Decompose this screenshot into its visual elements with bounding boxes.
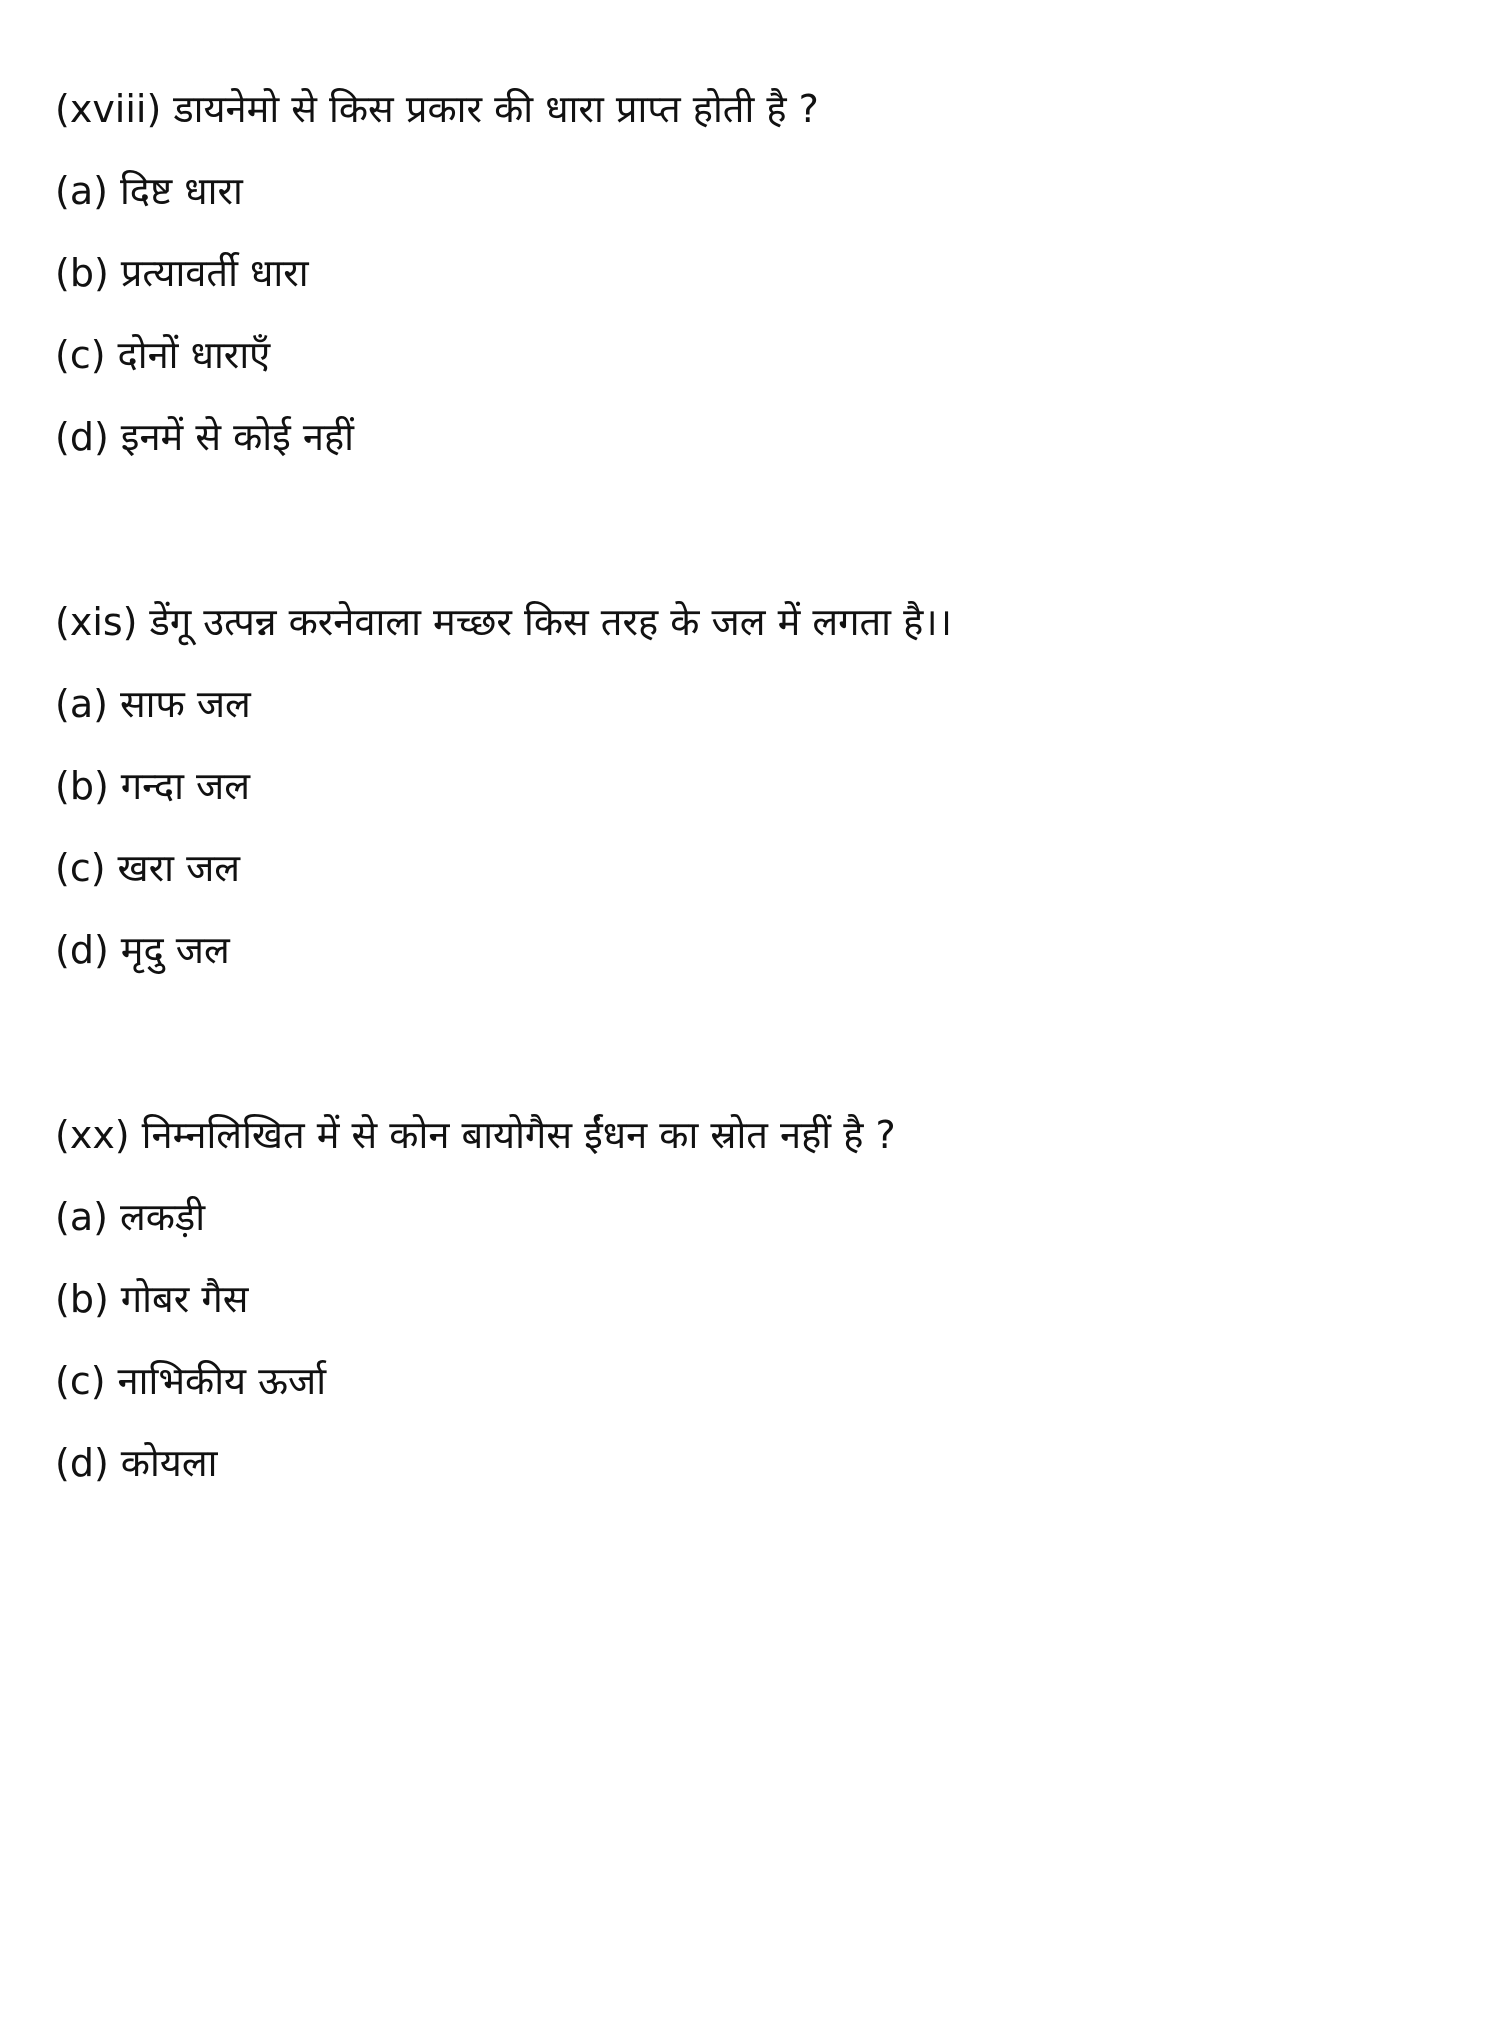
option-text: मृदु जल: [120, 928, 230, 972]
option-b: [55, 1258, 1455, 1340]
question-text: निम्नलिखित में से कोन बायोगैस ईंधन का स्रोत नहीं है ?: [141, 1113, 896, 1157]
question-text: डेंगू उत्पन्न करनेवाला मच्छर किस तरह के जल में लगता है।।: [149, 600, 953, 644]
option-d: [55, 909, 1455, 991]
option-label: (a): [55, 682, 108, 726]
option-c: [55, 827, 1455, 909]
option-text: गन्दा जल: [120, 764, 250, 808]
question-number: (xviii): [55, 87, 162, 131]
option-text: खरा जल: [117, 846, 241, 890]
option-a: [55, 663, 1455, 745]
option-label: (b): [55, 1277, 109, 1321]
question-text-line: [55, 1094, 1455, 1176]
option-label: (c): [55, 333, 106, 377]
option-text: कोयला: [120, 1441, 218, 1485]
option-a: [55, 1176, 1455, 1258]
question-number: (xx): [55, 1113, 130, 1157]
question-text-line: [55, 581, 1455, 663]
question-text: डायनेमो से किस प्रकार की धारा प्राप्त होती है ?: [173, 87, 819, 131]
option-b: [55, 232, 1455, 314]
option-label: (b): [55, 764, 109, 808]
option-a: [55, 150, 1455, 232]
option-b: [55, 745, 1455, 827]
question-text-line: [55, 68, 1455, 150]
question-xviii: [55, 68, 1455, 478]
option-d: [55, 1422, 1455, 1504]
option-text: साफ जल: [119, 682, 251, 726]
option-label: (b): [55, 251, 109, 295]
question-xx: [55, 1094, 1455, 1504]
option-label: (c): [55, 1359, 106, 1403]
option-c: [55, 1340, 1455, 1422]
option-label: (d): [55, 928, 109, 972]
option-c: [55, 314, 1455, 396]
option-text: दिष्ट धारा: [119, 169, 243, 213]
option-text: दोनों धाराएँ: [117, 333, 271, 377]
option-label: (d): [55, 1441, 109, 1485]
option-text: लकड़ी: [119, 1195, 206, 1239]
option-label: (a): [55, 169, 108, 213]
option-label: (d): [55, 415, 109, 459]
question-xis: [55, 581, 1455, 991]
option-text: इनमें से कोई नहीं: [120, 415, 354, 459]
option-label: (a): [55, 1195, 108, 1239]
question-number: (xis): [55, 600, 138, 644]
option-text: नाभिकीय ऊर्जा: [117, 1359, 327, 1403]
option-d: [55, 396, 1455, 478]
option-text: प्रत्यावर्ती धारा: [120, 251, 309, 295]
option-text: गोबर गैस: [120, 1277, 249, 1321]
option-label: (c): [55, 846, 106, 890]
question-page: [55, 68, 1455, 1504]
